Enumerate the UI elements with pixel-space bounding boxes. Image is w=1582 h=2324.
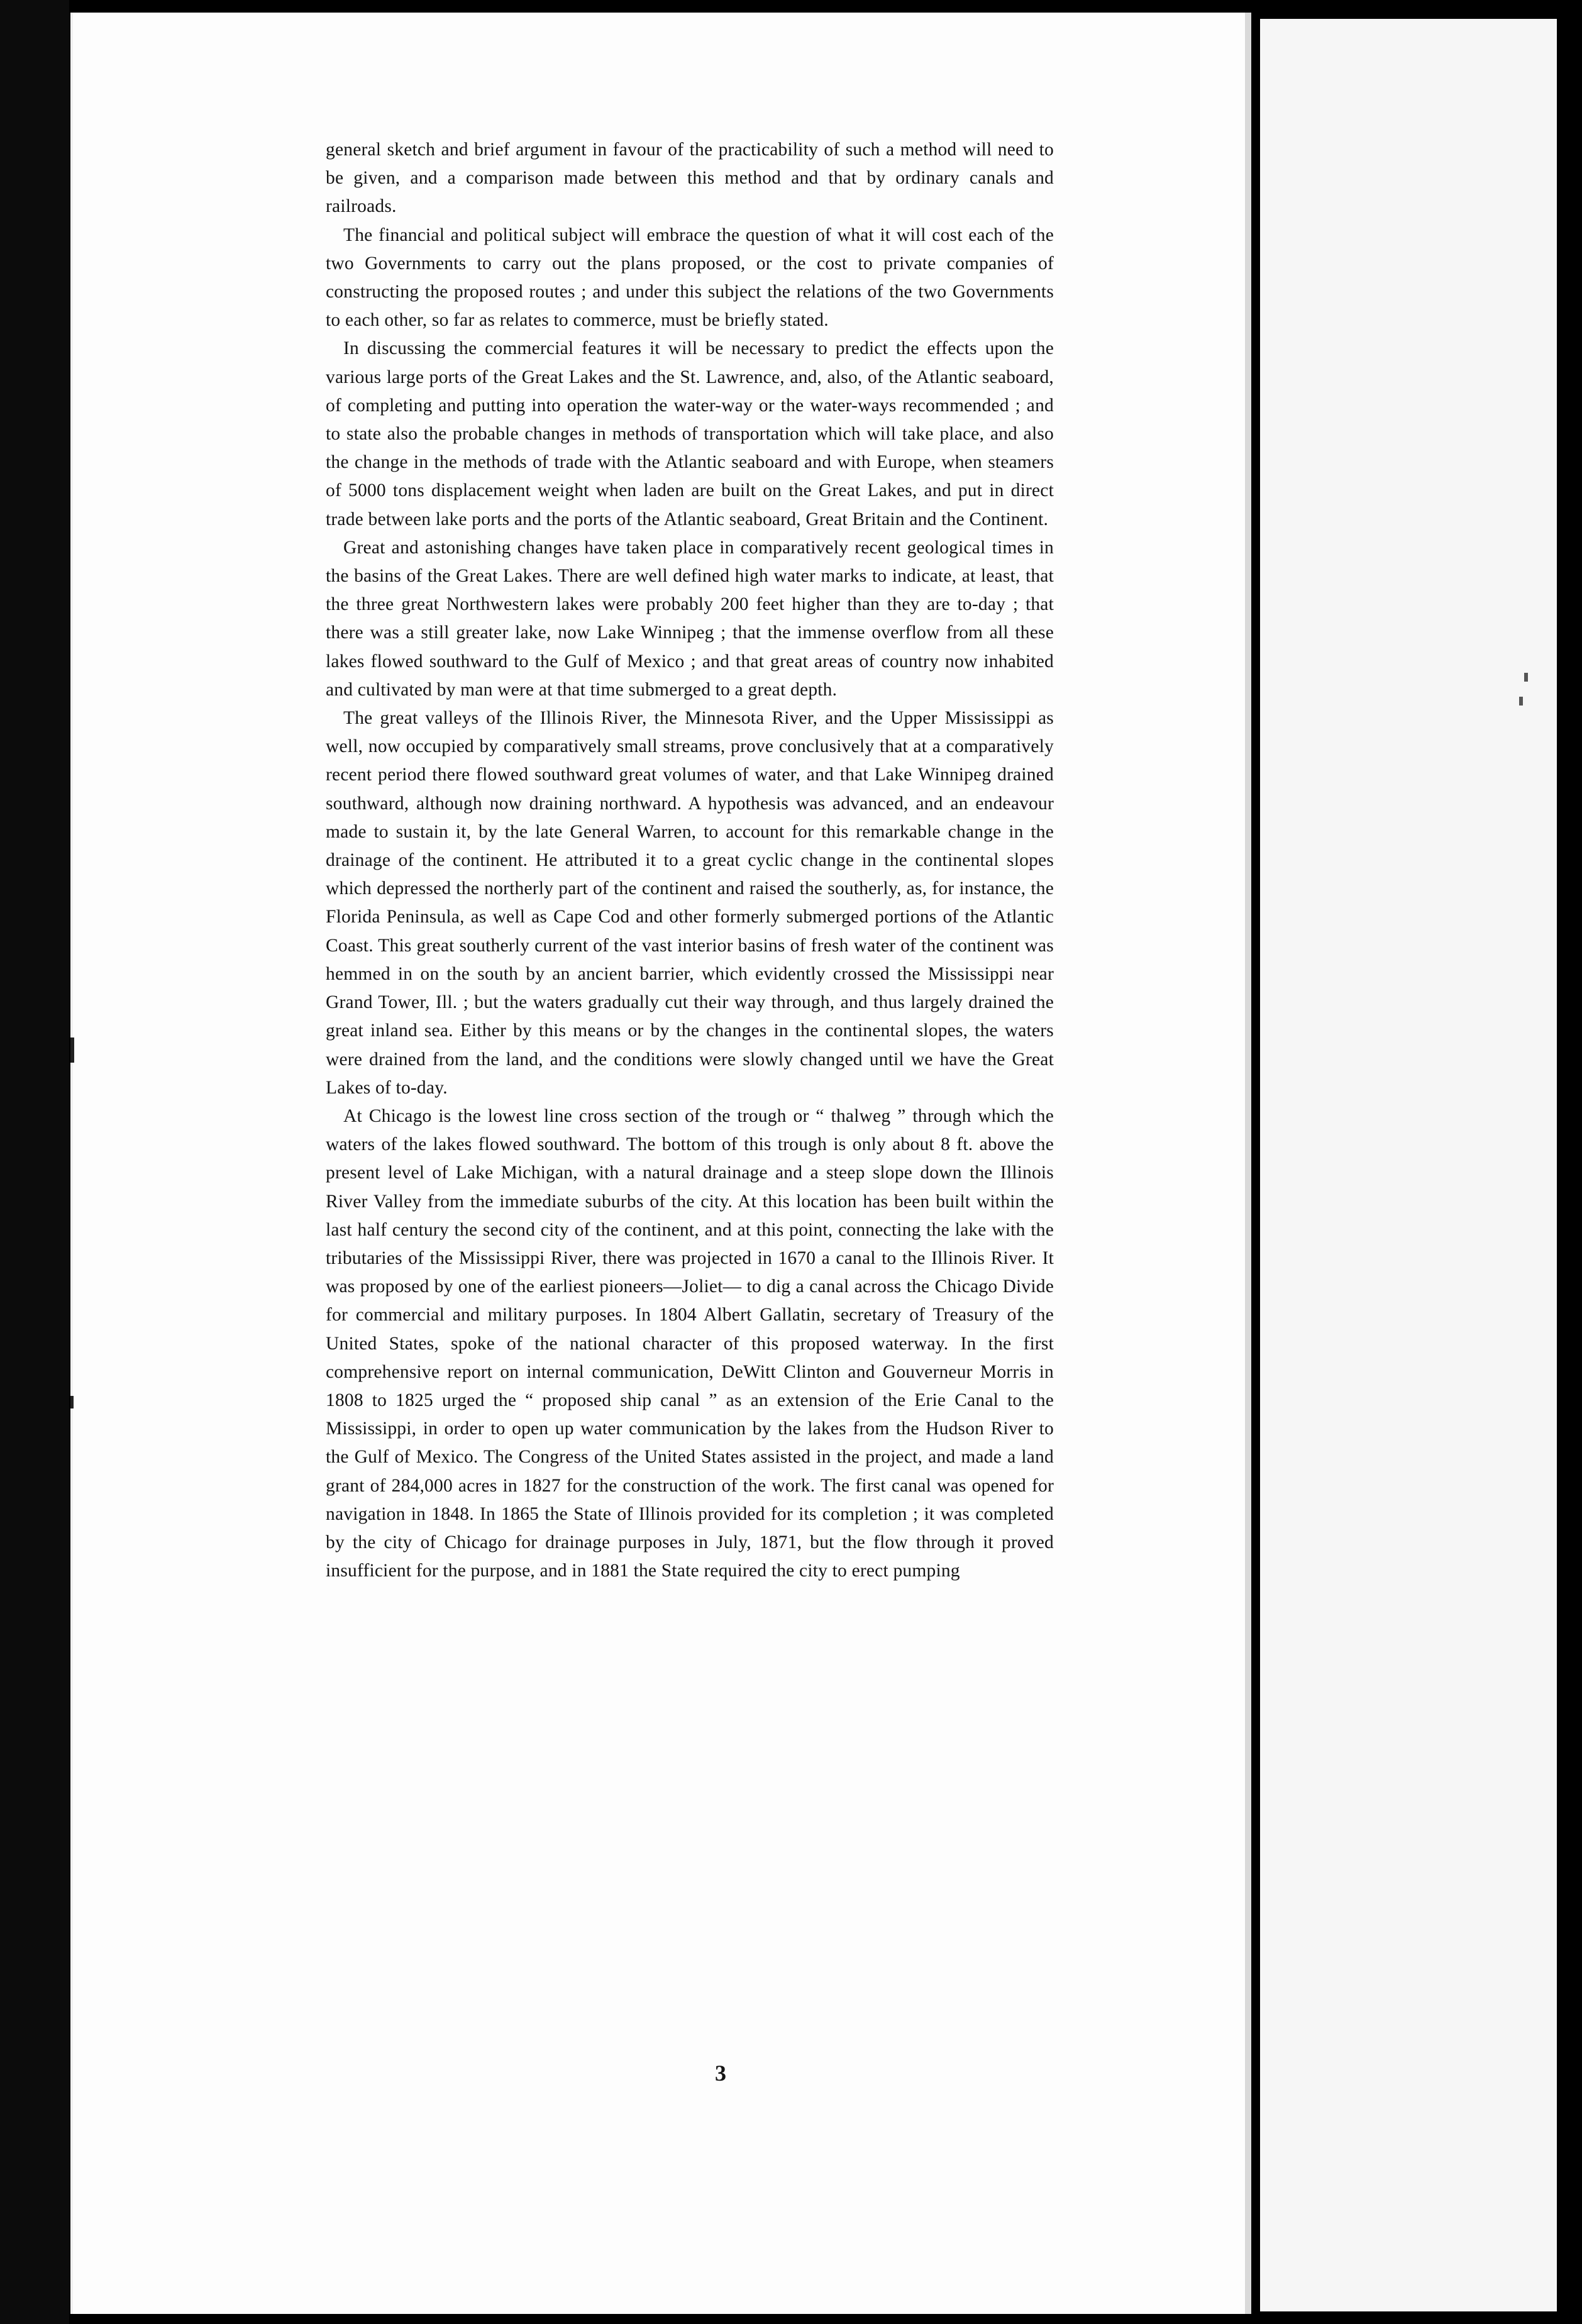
paragraph: general sketch and brief argument in favour of the practicability of such a method will need to be given, and a comparison made between this method and that by ordinary canals and railroads. — [326, 140, 1054, 217]
adjacent-page — [1260, 19, 1557, 2311]
paragraph: In discussing the commercial features it will be necessary to predict the effects upon the various large ports of the Great Lakes and the St. Lawrence, and, also, of the Atlantic seaboard, of completing and putting into operation the water-way or the water-ways recommended ; and to state also the probable changes in methods of transportation which will take place, and also the change in the methods of trade with the Atlantic seaboard and with Europe, when steamers of 5000 tons displacement weight when laden are built on the Great Lakes, and put in direct trade between lake ports and the ports of the Atlantic seaboard, Great Britain and the Continent. — [326, 338, 1054, 529]
page-number: 3 — [715, 2061, 726, 2086]
paragraph: Great and astonishing changes have taken place in comparatively recent geological times in the basins of the Great Lakes. There are well defined high water marks to indicate, at least, that the three great Northwestern lakes were probably 200 feet higher than they are to-day ; that there was a still greater lake, now Lake Winnipeg ; that the immense overflow from all these lakes flowed southward to the Gulf of Mexico ; and that great areas of country now inhabited and cultivated by man were at that time submerged to a great depth. — [326, 537, 1054, 700]
binding-mark — [70, 1038, 74, 1063]
paragraph: The great valleys of the Illinois River, the Minnesota River, and the Upper Mississippi as well, now occupied by comparatively small streams, prove conclusively that at a comparatively recent period there flowed southward great volumes of water, and that Lake Winnipeg drained southward, although now draining northward. A hypothesis was advanced, and an endeavour made to sustain it, by the late General Warren, to account for this remarkable change in the drainage of the continent. He attributed it to a great cyclic change in the continental slopes which depressed the northerly part of the continent and raised the southerly, as, for instance, the Florida Peninsula, as well as Cape Cod and other formerly submerged portions of the Atlantic Coast. This great southerly current of the vast interior basins of fresh water of the continent was hemmed in on the south by an ancient barrier, which evidently crossed the Mississippi near Grand Tower, Ill. ; but the waters gradually cut their way through, and thus largely drained the great inland sea. Either by this means or by the changes in the continental slopes, the waters were drained from the land, and the conditions were slowly changed until we have the Great Lakes of to-day. — [326, 708, 1054, 1098]
body-text — [326, 136, 1054, 1585]
paragraph: The financial and political subject will embrace the question of what it will cost each of the two Governments to carry out the plans proposed, or the cost to private companies of constructing the proposed routes ; and under this subject the relations of the two Governments to each other, so far as relates to commerce, must be briefly stated. — [326, 224, 1054, 331]
paragraph: At Chicago is the lowest line cross section of the trough or “ thalweg ” through which the waters of the lakes flowed southward. The bottom of this trough is only about 8 ft. above the present level of Lake Michigan, with a natural drainage and a steep slope down the Illinois River Valley from the immediate suburbs of the city. At this location has been built within the last half century the second city of the continent, and at this point, connecting the lake with the tributaries of the Mississippi River, there was projected in 1670 a canal to the Illinois River. It was proposed by one of the earliest pioneers—Joliet— to dig a canal across the Chicago Divide for commercial and military purposes. In 1804 Albert Gallatin, secretary of Treasury of the United States, spoke of the national character of this proposed waterway. In the first comprehensive report on internal communication, DeWitt Clinton and Gouverneur Morris in 1808 to 1825 urged the “ proposed ship canal ” as an extension of the Erie Canal to the Mississippi, in order to open up water communication by the lakes from the Hudson River to the Gulf of Mexico. The Congress of the United States assisted in the project, and made a land grant of 284,000 acres in 1827 for the construction of the work. The first canal was opened for navigation in 1848. In 1865 the State of Illinois provided for its completion ; it was completed by the city of Chicago for drainage purposes in July, 1871, but the flow through it proved insufficient for the purpose, and in 1881 the State required the city to erect pumping — [326, 1105, 1054, 1581]
scan-speck — [1519, 697, 1523, 706]
scan-border-left — [0, 0, 69, 2324]
scan-speck — [1524, 673, 1528, 682]
binding-mark — [70, 1396, 74, 1408]
